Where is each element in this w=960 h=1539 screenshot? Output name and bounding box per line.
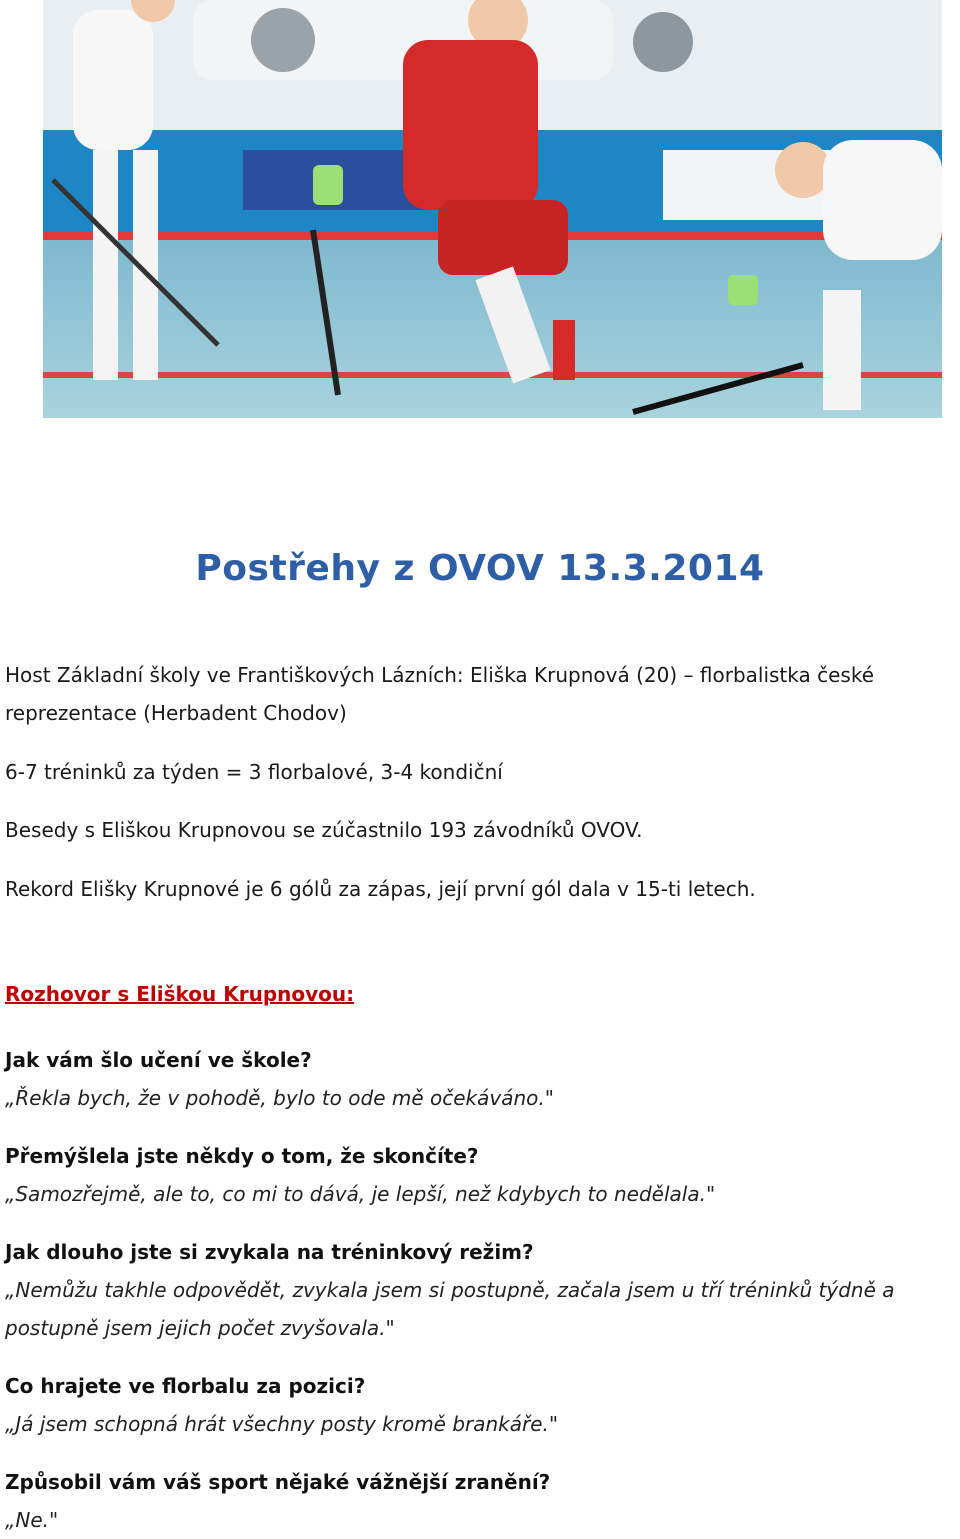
interview-question: Co hrajete ve florbalu za pozici?	[5, 1374, 366, 1398]
training-paragraph: 6-7 tréninků za týden = 3 florbalové, 3-4 kondiční	[5, 760, 503, 784]
interview-item	[5, 1463, 960, 1539]
interview-heading: Rozhovor s Eliškou Krupnovou:	[5, 982, 355, 1006]
interview-answer: „Řekla bych, že v pohodě, bylo to ode mě očekáváno."	[5, 1086, 554, 1110]
interview-answer: „Samozřejmě, ale to, co mi to dává, je lepší, než kdybych to nedělala."	[5, 1182, 716, 1206]
interview-question: Jak dlouho jste si zvykala na tréninkový režim?	[5, 1240, 534, 1264]
page-title: Postřehy z OVOV 13.3.2014	[195, 548, 765, 589]
interview-question: Jak vám šlo učení ve škole?	[5, 1048, 312, 1072]
interview-answer: „Ne."	[5, 1508, 59, 1532]
interview-question: Přemýšlela jste někdy o tom, že skončíte?	[5, 1144, 479, 1168]
floorball-photo	[43, 0, 942, 418]
interview-answer: „Já jsem schopná hrát všechny posty kromě brankáře."	[5, 1412, 559, 1436]
interview-question: Způsobil vám váš sport nějaké vážnější zranění?	[5, 1470, 551, 1494]
record-paragraph: Rekord Elišky Krupnové je 6 gólů za zápas, její první gól dala v 15-ti letech.	[5, 877, 756, 901]
attendance-paragraph: Besedy s Eliškou Krupnovou se zúčastnilo 193 závodníků OVOV.	[5, 818, 643, 842]
interview-item	[5, 1233, 960, 1347]
interview-item	[5, 1367, 960, 1443]
interview-item	[5, 1137, 960, 1213]
intro-paragraph: Host Základní školy ve Františkových Lázních: Eliška Krupnová (20) – florbalistka české reprezentace (Herbadent Chodov)	[5, 663, 875, 725]
interview-answer: „Nemůžu takhle odpovědět, zvykala jsem si postupně, začala jsem u tří tréninků týdně a postupně jsem jejich počet zvyšovala."	[5, 1278, 895, 1340]
interview-item	[5, 1041, 960, 1117]
